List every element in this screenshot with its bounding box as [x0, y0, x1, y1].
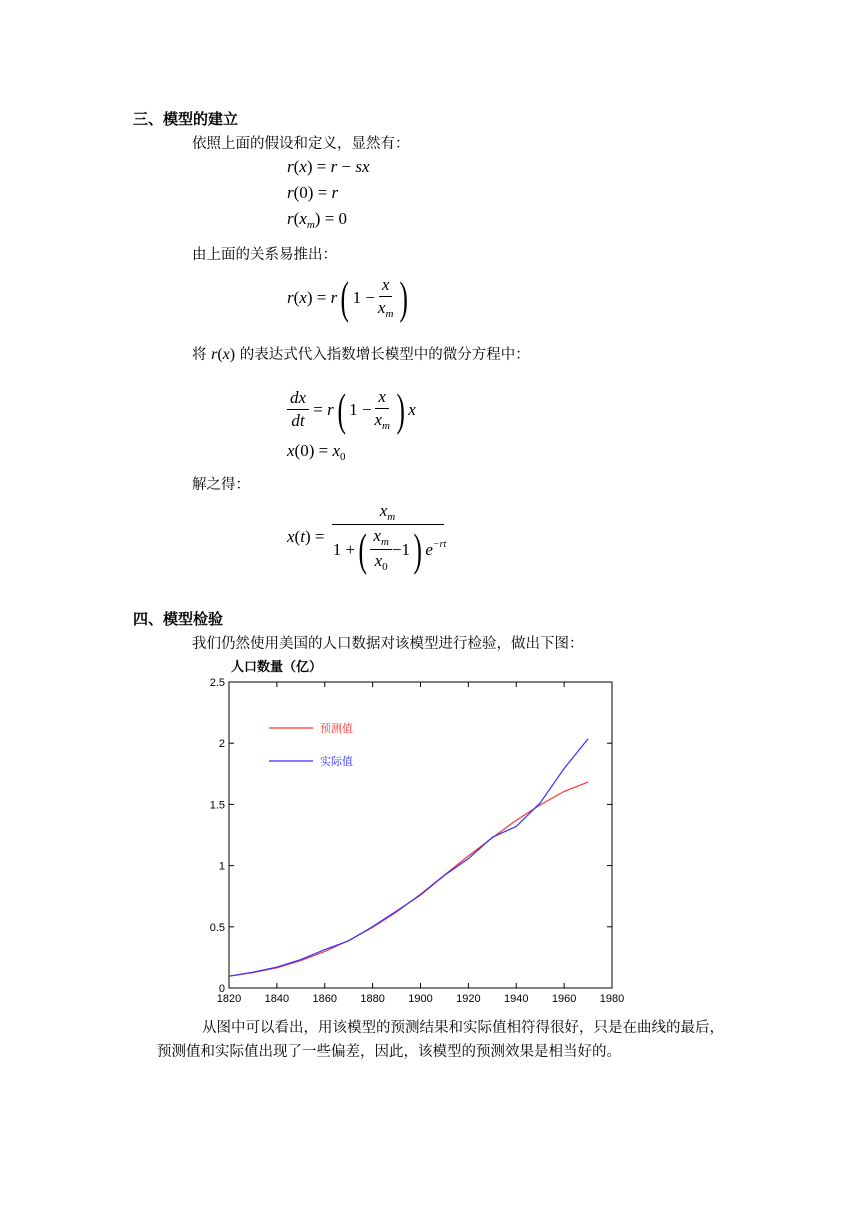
population-chart [195, 655, 640, 1007]
legend-label-0: 预测值 [320, 723, 353, 735]
y-tick-label: 1.5 [209, 799, 225, 812]
y-tick-label: 0.5 [209, 921, 225, 934]
y-axis-label: 人口数量（亿） [231, 659, 323, 674]
legend-label-1: 实际值 [320, 756, 353, 768]
section3-heading: 三、模型的建立 [133, 110, 239, 128]
section3-solve: 解之得： [192, 477, 250, 493]
substitute-pre: 将 [192, 347, 207, 363]
y-tick-label: 2.5 [209, 677, 225, 689]
y-tick-label: 2 [218, 738, 225, 751]
section3-substitute: 将 r(x) 的表达式代入指数增长模型中的微分方程中： [192, 346, 530, 363]
equation-initial-value: $x(0) = x_0$ [287, 441, 346, 463]
substitute-post: 的表达式代入指数增长模型中的微分方程中： [239, 347, 530, 363]
y-tick-label: 1 [218, 860, 225, 873]
x-tick-label: 1820 [216, 993, 242, 1005]
x-tick-label: 1980 [599, 993, 625, 1005]
x-tick-label: 1920 [456, 993, 481, 1005]
section3-derive: 由上面的关系易推出： [192, 247, 337, 263]
section4-heading: 四、模型检验 [133, 610, 224, 628]
equation-logistic-rate: r(x) = r ( 1 − $\frac{x}{x_m}$ ) [287, 271, 409, 323]
y-tick-label: 0 [218, 983, 225, 995]
section3-intro: 依照上面的假设和定义，显然有： [192, 136, 410, 152]
equation-logistic-ode: $\frac{dx}{dt}$ = r ( 1 − $\frac{x}{x_m}$ ) x [287, 386, 416, 433]
x-tick-label: 1880 [360, 993, 385, 1005]
equation-initial-rate: r(0) = r [287, 183, 339, 202]
section4-intro: 我们仍然使用美国的人口数据对该模型进行检验，做出下图： [192, 636, 584, 652]
x-tick-label: 1940 [504, 993, 529, 1005]
equation-growth-rate: r(x) = r − sx [287, 157, 370, 176]
equation-logistic-solution: x(t) = $x_m$ 1 + ( $\frac{x_m}{x_0}$ −1 ) $e^{-rt}$ [287, 501, 447, 575]
section4-conclusion-line1: 从图中可以看出，用该模型的预测结果和实际值相符得很好，只是在曲线的最后， [202, 1020, 724, 1036]
section4-conclusion-line2: 预测值和实际值出现了一些偏差，因此，该模型的预测效果是相当好的。 [157, 1044, 621, 1060]
x-tick-label: 1860 [312, 993, 337, 1005]
x-tick-label: 1960 [551, 993, 577, 1005]
x-tick-label: 1900 [408, 993, 433, 1005]
equation-max-rate: $r(x_m) = 0$ [287, 209, 348, 231]
x-tick-label: 1840 [264, 993, 290, 1005]
